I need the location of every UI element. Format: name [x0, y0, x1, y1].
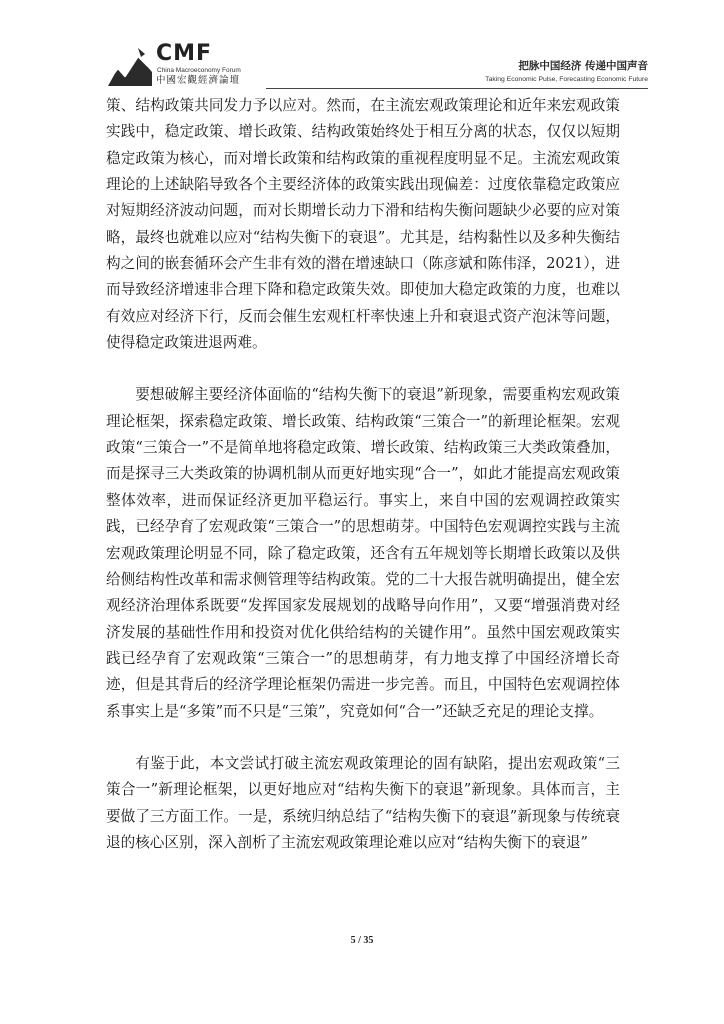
mountain-chart-logo-icon [108, 48, 152, 86]
paragraph-gap [106, 356, 620, 382]
header-divider [266, 88, 648, 89]
logo-subtitle-en: China Macroeconomy Forum [157, 67, 241, 74]
header-tagline-en: Taking Economic Pulse, Forecasting Economic Future [485, 76, 648, 83]
page-header [108, 40, 648, 92]
cmf-logo [108, 40, 308, 92]
page-number: 5 / 35 [350, 935, 374, 946]
paragraph-1: 策、结构政策共同发力予以应对。然而，在主流宏观政策理论和近年来宏观政策实践中，稳定政策、增长政策、结构政策始终处于相互分离的状态，仅仅以短期稳定政策为核心，而对增长政策和结构政策的重视程度明显不足。主流宏观政策理论的上述缺陷导致各个主要经济体的政策实践出现偏差：过度依靠稳定政策应对短期经济波动问题，而对长期增长动力下滑和结构失衡问题缺少必要的应对策略，最终也就难以应对“结构失衡下的衰退”。尤其是，结构黏性以及多种失衡结构之间的嵌套循环会产生非有效的潜在增速缺口（陈彦斌和陈伟泽，2021），进而导致经济增速非合理下降和稳定政策失效。即使加大稳定政策的力度，也难以有效应对经济下行，反而会催生宏观杠杆率快速上升和衰退式资产泡沫等问题，使得稳定政策进退两难。 [106, 97, 620, 352]
paragraph-3: 有鉴于此，本文尝试打破主流宏观政策理论的固有缺陷，提出宏观政策“三策合一”新理论框架，以更好地应对“结构失衡下的衰退”新现象。具体而言，主要做了三方面工作。一是，系统归纳总结了“结构失衡下的衰退”新现象与传统衰退的核心区别，深入剖析了主流宏观政策理论难以应对“结构失衡下的衰退” [106, 754, 620, 851]
logo-text: CMF [156, 41, 213, 66]
paragraph-gap [106, 725, 620, 751]
paragraph-2: 要想破解主要经济体面临的“结构失衡下的衰退”新现象，需要重构宏观政策理论框架，探索稳定政策、增长政策、结构政策“三策合一”的新理论框架。宏观政策“三策合一”不是简单地将稳定政策、增长政策、结构政策三大类政策叠加，而是探寻三大类政策的协调机制从而更好地实现“合一”，如此才能提高宏观政策整体效率，进而保证经济更加平稳运行。事实上，来自中国的宏观调控政策实践，已经孕育了宏观政策“三策合一”的思想萌芽。中国特色宏观调控实践与主流宏观政策理论明显不同，除了稳定政策，还含有五年规划等长期增长政策以及供给侧结构性改革和需求侧管理等结构政策。党的二十大报告就明确提出，健全宏观经济治理体系既要“发挥国家发展规划的战略导向作用”，又要“增强消费对经济发展的基础性作用和投资对优化供给结构的关键作用”。虽然中国宏观政策实践已经孕育了宏观政策“三策合一”的思想萌芽，有力地支撑了中国经济增长奇迹，但是其背后的经济学理论框架仍需进一步完善。而且，中国特色宏观调控体系事实上是“多策”而不只是“三策”，究竟如何“合一”还缺乏充足的理论支撑。 [106, 386, 620, 720]
header-tagline-cn: 把脉中国经济 传递中国声音 [518, 60, 648, 72]
document-body [106, 93, 620, 856]
logo-subtitle-cn: 中國宏觀經濟論壇 [156, 75, 241, 86]
